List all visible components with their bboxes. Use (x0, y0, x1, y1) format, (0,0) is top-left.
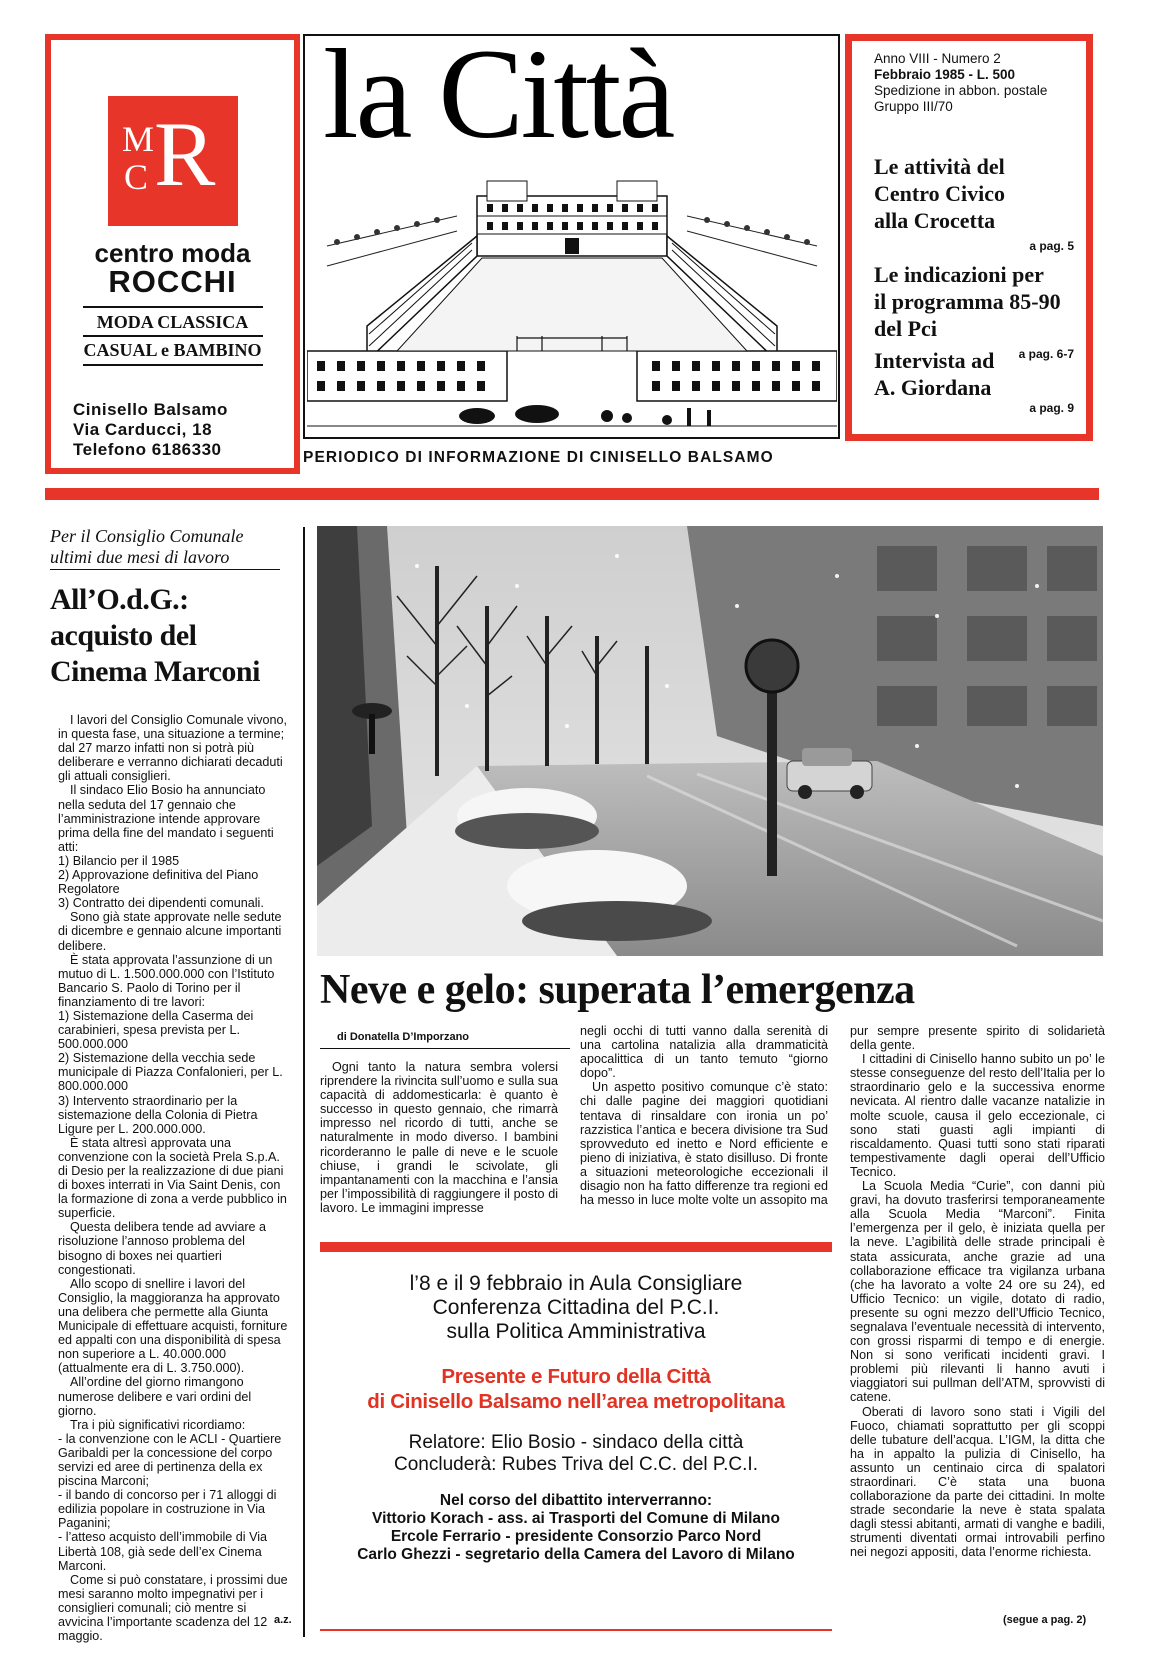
paragraph: 3) Intervento straordinario per la sistemazione della Colonia di Pietra Ligure per L. 200.000.000. (58, 1093, 258, 1136)
ad-address-phone: Telefono 6186330 (73, 440, 222, 459)
teaser-page-ref: a pag. 5 (1029, 239, 1074, 253)
paragraph: La Scuola Media “Curie”, con danni più gravi, ha dovuto trasferirsi temporaneamente alla Scuola Media “Marconi”. Finita l’emergenza per il gelo, è iniziata quella per la neve. L’agibilità delle strade principali è stata assicurata, anche grazie ad una collaborazione efficace tra vigilanza urbana (che ha lavorato a volte 24 ore su 24), ed Ufficio Tecnico: un vigile, dotato di radio, presente su ogni mezzo dell’Ufficio Tecnico, segnalava l’eventuale necessità di intervento, con grossi risparmi di tempo e di energie. Non si sono verificati incidenti gravi. I problemi più rilevanti li hanno avuti i viaggiatori sui pullman dell’ATM, sprovvisti di catene. (850, 1179, 1105, 1405)
teaser-line: del Pci (874, 316, 937, 341)
main-article-headline[interactable]: Neve e gelo: superata l’emergenza (320, 967, 915, 1013)
logo-letter-r: R (154, 103, 216, 205)
teaser-page-ref: a pag. 9 (1029, 401, 1074, 415)
snowy-street-photo (317, 526, 1103, 956)
logo-letter-c: C (124, 157, 149, 197)
kicker-rule (50, 569, 280, 570)
left-article-headline[interactable] (50, 582, 290, 690)
ad-centro-moda: centro moda (94, 238, 251, 268)
advertisement-centro-moda-rocchi (45, 34, 300, 474)
headline-line: Cinema Marconi (50, 655, 260, 688)
announcement-theme-line: di Cinisello Balsamo nell’area metropolitana (367, 1390, 785, 1413)
announcement-top-bar (320, 1242, 832, 1252)
column-divider (303, 527, 305, 1637)
ad-casual-bambino: CASUAL e BAMBINO (83, 340, 262, 360)
ad-rule-top (83, 306, 263, 308)
announcement-participant-line: Nel corso del dibattito interverranno: (439, 1492, 713, 1509)
paragraph: Oberati di lavoro sono stati i Vigili del Fuoco, chiamati soprattutto per gli scoppi delle tubature dell’acqua. L’IGM, la ditta che ha in appalto la pulizia di Cinisello, ha assunto un centinaio circa di spalatori straordinari. C’è stata una buona collaborazione da parte dei cittadini. In molte strade secondarie la neve è stata spalata dagli stessi abitanti, armati di vanghe e badili, strumenti diventati ormai introvabili perfino nei negozi appositi, data l’enorme richiesta. (850, 1404, 1105, 1560)
ad-address-street: Via Carducci, 18 (73, 420, 213, 439)
main-article-column-1 (320, 1060, 558, 1215)
teaser-line: Le indicazioni per (874, 262, 1044, 287)
teaser-intervista-giordana[interactable] (874, 347, 994, 401)
logo-letter-m: M (122, 119, 155, 159)
main-article-column-2 (580, 1024, 828, 1207)
teaser-line: Intervista ad (874, 348, 995, 373)
announcement-participant-line: Ercole Ferrario - presidente Consorzio Parco Nord (390, 1528, 762, 1545)
left-article-kicker (50, 526, 290, 568)
left-article-signature: a.z. (274, 1614, 292, 1626)
announcement-speaker-line: Relatore: Elio Bosio - sindaco della città (408, 1432, 744, 1453)
paragraph: È stata approvata l’assunzione di un mutuo di L. 1.500.000.000 con l’Istituto Bancario S. Paolo di Torino per il finanziamento di tre lavori: (58, 952, 275, 1009)
ad-moda-classica: MODA CLASSICA (96, 312, 249, 332)
teaser-line: alla Crocetta (874, 208, 996, 233)
mcr-logo (108, 96, 238, 226)
paragraph: 3) Contratto dei dipendenti comunali. (58, 896, 264, 911)
headline-line: All’O.d.G.: (50, 583, 189, 616)
teaser-line: il programma 85-90 (874, 289, 1061, 314)
issue-postal: Spedizione in abbon. postale (874, 83, 1048, 98)
issue-and-teasers-box (845, 34, 1093, 441)
byline-rule (320, 1048, 570, 1049)
paragraph: Il sindaco Elio Bosio ha annunciato nella seduta del 17 gennaio che l’amministrazione intende approvare prima della fine del mandato i seguenti atti: (58, 783, 274, 854)
kicker-line: Per il Consiglio Comunale (50, 526, 244, 546)
paragraph: Sono già state approvate nelle sedute di dicembre e gennaio alcune importanti delibere. (58, 910, 282, 953)
villa-engraving-illustration (307, 176, 837, 436)
left-article-body (58, 713, 290, 1643)
issue-group: Gruppo III/70 (874, 99, 953, 114)
paragraph: 1) Sistemazione della Caserma dei carabinieri, spesa prevista per L. 500.000.000 (58, 1008, 254, 1052)
ad-rule-middle (83, 335, 263, 337)
main-article-column-3 (850, 1024, 1105, 1560)
paragraph: I cittadini di Cinisello hanno subito un po’ le stesse conseguenze del resto dell’Italia per lo straordinario gelo e la successiva enorme nevicata. Al rientro dalle vacanze natalizie in molte scuole, causa il gelo eccezionale, ci sono stati guasti agli impianti di riscaldamento. Quasi tutti sono stati riparati tempestivamente dagli operai dell’Ufficio Tecnico. (850, 1052, 1105, 1179)
paragraph: 2) Approvazione definitiva del Piano Regolatore (58, 868, 259, 897)
paragraph: Ogni tanto la natura sembra volersi riprendere la rivincita sull’uomo e sulla sua capacità di addomesticarla: è quanto è successo in questo gennaio, che rimarrà impresso nel ricordo di tutti, anche se naturalmente in modo diverso. I bambini ricorderanno le palle di neve e le scuole chiuse, i grandi le scivolate, gli impantanamenti con la macchina e l’ansia per l’impossibilità di raggiungere il posto di lavoro. Le immagini impresse (320, 1060, 558, 1215)
teaser-page-ref: a pag. 6-7 (1018, 347, 1074, 361)
advertisement-inner (51, 40, 294, 468)
announcement-conference (320, 1272, 832, 1564)
paragraph: I lavori del Consiglio Comunale vivono, in questa fase, una situazione a termine; dal 27 marzo infatti non si potrà più deliberare e verranno dichiarati decaduti gli attuali consiglieri. (58, 713, 288, 784)
main-article-continued[interactable]: (segue a pag. 2) (1003, 1614, 1087, 1626)
announcement-speaker-line: Concluderà: Rubes Triva del C.C. del P.C.I. (394, 1454, 758, 1475)
announcement-intro-line: Conferenza Cittadina del P.C.I. (432, 1296, 720, 1319)
paragraph: - la convenzione con le ACLI - Quartiere Garibaldi per la concessione del corpo servizi ed aree di pertinenza della ex piscina Marconi; (58, 1431, 282, 1489)
kicker-line: ultimi due mesi di lavoro (50, 547, 230, 567)
issue-date-price: Febbraio 1985 - L. 500 (874, 67, 1016, 82)
issue-number: Anno VIII - Numero 2 (874, 51, 1001, 66)
masthead-subtitle: PERIODICO DI INFORMAZIONE DI CINISELLO BALSAMO (303, 449, 774, 466)
paragraph: All’ordine del giorno rimangono numerose delibere e vari ordini del giorno. (58, 1375, 252, 1418)
ad-rule-bottom (83, 364, 263, 366)
masthead-divider-bar (45, 488, 1099, 500)
issue-info (874, 51, 1047, 115)
paragraph: negli occhi di tutti vanno dalla serenità di una cartolina natalizia alla drammaticità apocalittica di un tanto temuto “giorno dopo”. (580, 1024, 828, 1081)
announcement-bottom-rule (320, 1629, 832, 1631)
teaser-line: A. Giordana (874, 375, 992, 400)
paragraph: È stata altresì approvata una convenzione con la società Prela S.p.A. di Desio per la realizzazione di due piani di boxes interrati in Via Saint Denis, con la formazione di zona a verde pubblico in superficie. (58, 1135, 287, 1221)
announcement-intro-line: sulla Politica Amministrativa (446, 1320, 706, 1343)
main-article-byline: di Donatella D’Imporzano (337, 1031, 470, 1043)
paragraph: Allo scopo di snellire i lavori del Consiglio, la maggioranza ha approvato una delibera che permette alla Giunta Municipale di effettuare acquisti, forniture ed appalti con una disponibilità di spesa non superiore a L. 40.000.000 (attualmente era di L. 3.750.000). (58, 1276, 288, 1376)
teaser-line: Le attività del (874, 154, 1005, 179)
announcement-participant-line: Vittorio Korach - ass. ai Trasporti del Comune di Milano (372, 1510, 780, 1527)
ad-address-city: Cinisello Balsamo (73, 400, 228, 419)
masthead-title-box (303, 34, 840, 439)
ad-rocchi: ROCCHI (108, 264, 237, 299)
announcement-participant-line: Carlo Ghezzi - segretario della Camera del Lavoro di Milano (357, 1546, 795, 1563)
newspaper-title: la Città (323, 34, 673, 165)
paragraph: Questa delibera tende ad avviare a risoluzione l’annoso problema del bisogno di boxes nei quartieri congestionati. (58, 1220, 267, 1277)
teaser-centro-civico[interactable] (874, 153, 1005, 234)
headline-line: acquisto del (50, 619, 197, 652)
paragraph: Tra i più significativi ricordiamo: (70, 1417, 246, 1432)
paragraph: Un aspetto positivo comunque c’è stato: chi dalle pagine dei maggiori quotidiani tentava di rinsaldare con ironia un po’ razzistica l’antica e becera divisione tra Sud sprovveduto ed inetto e Nord efficiente e pieno di iniziativa, è stato disilluso. Di fronte a situazioni meteorologiche eccezionali il disagio non ha fatto differenze tra regioni ed ha messo in luce molte volte un assopito ma (580, 1080, 828, 1208)
teaser-line: Centro Civico (874, 181, 1005, 206)
teaser-programma-pci[interactable] (874, 261, 1061, 342)
paragraph: pur sempre presente spirito di solidarietà della gente. (850, 1024, 1105, 1053)
paragraph: 2) Sistemazione della vecchia sede municipale di Piazza Confalonieri, per L. 800.000.000 (58, 1051, 283, 1094)
paragraph: Come si può constatare, i prossimi due mesi saranno molto impegnativi per i consiglieri comunali; ciò mentre si avvicina l’importante scadenza del 12 maggio. (58, 1572, 288, 1644)
announcement-theme-line: Presente e Futuro della Città (441, 1365, 711, 1388)
announcement-intro-line: l’8 e il 9 febbraio in Aula Consigliare (409, 1272, 743, 1295)
paragraph: - l’atteso acquisto dell’immobile di Via Libertà 108, già sede dell’ex Cinema Marconi. (58, 1530, 268, 1573)
paragraph: 1) Bilancio per il 1985 (58, 853, 180, 868)
paragraph: - il bando di concorso per i 71 alloggi di edilizia popolare in costruzione in Via Paganini; (58, 1488, 277, 1531)
